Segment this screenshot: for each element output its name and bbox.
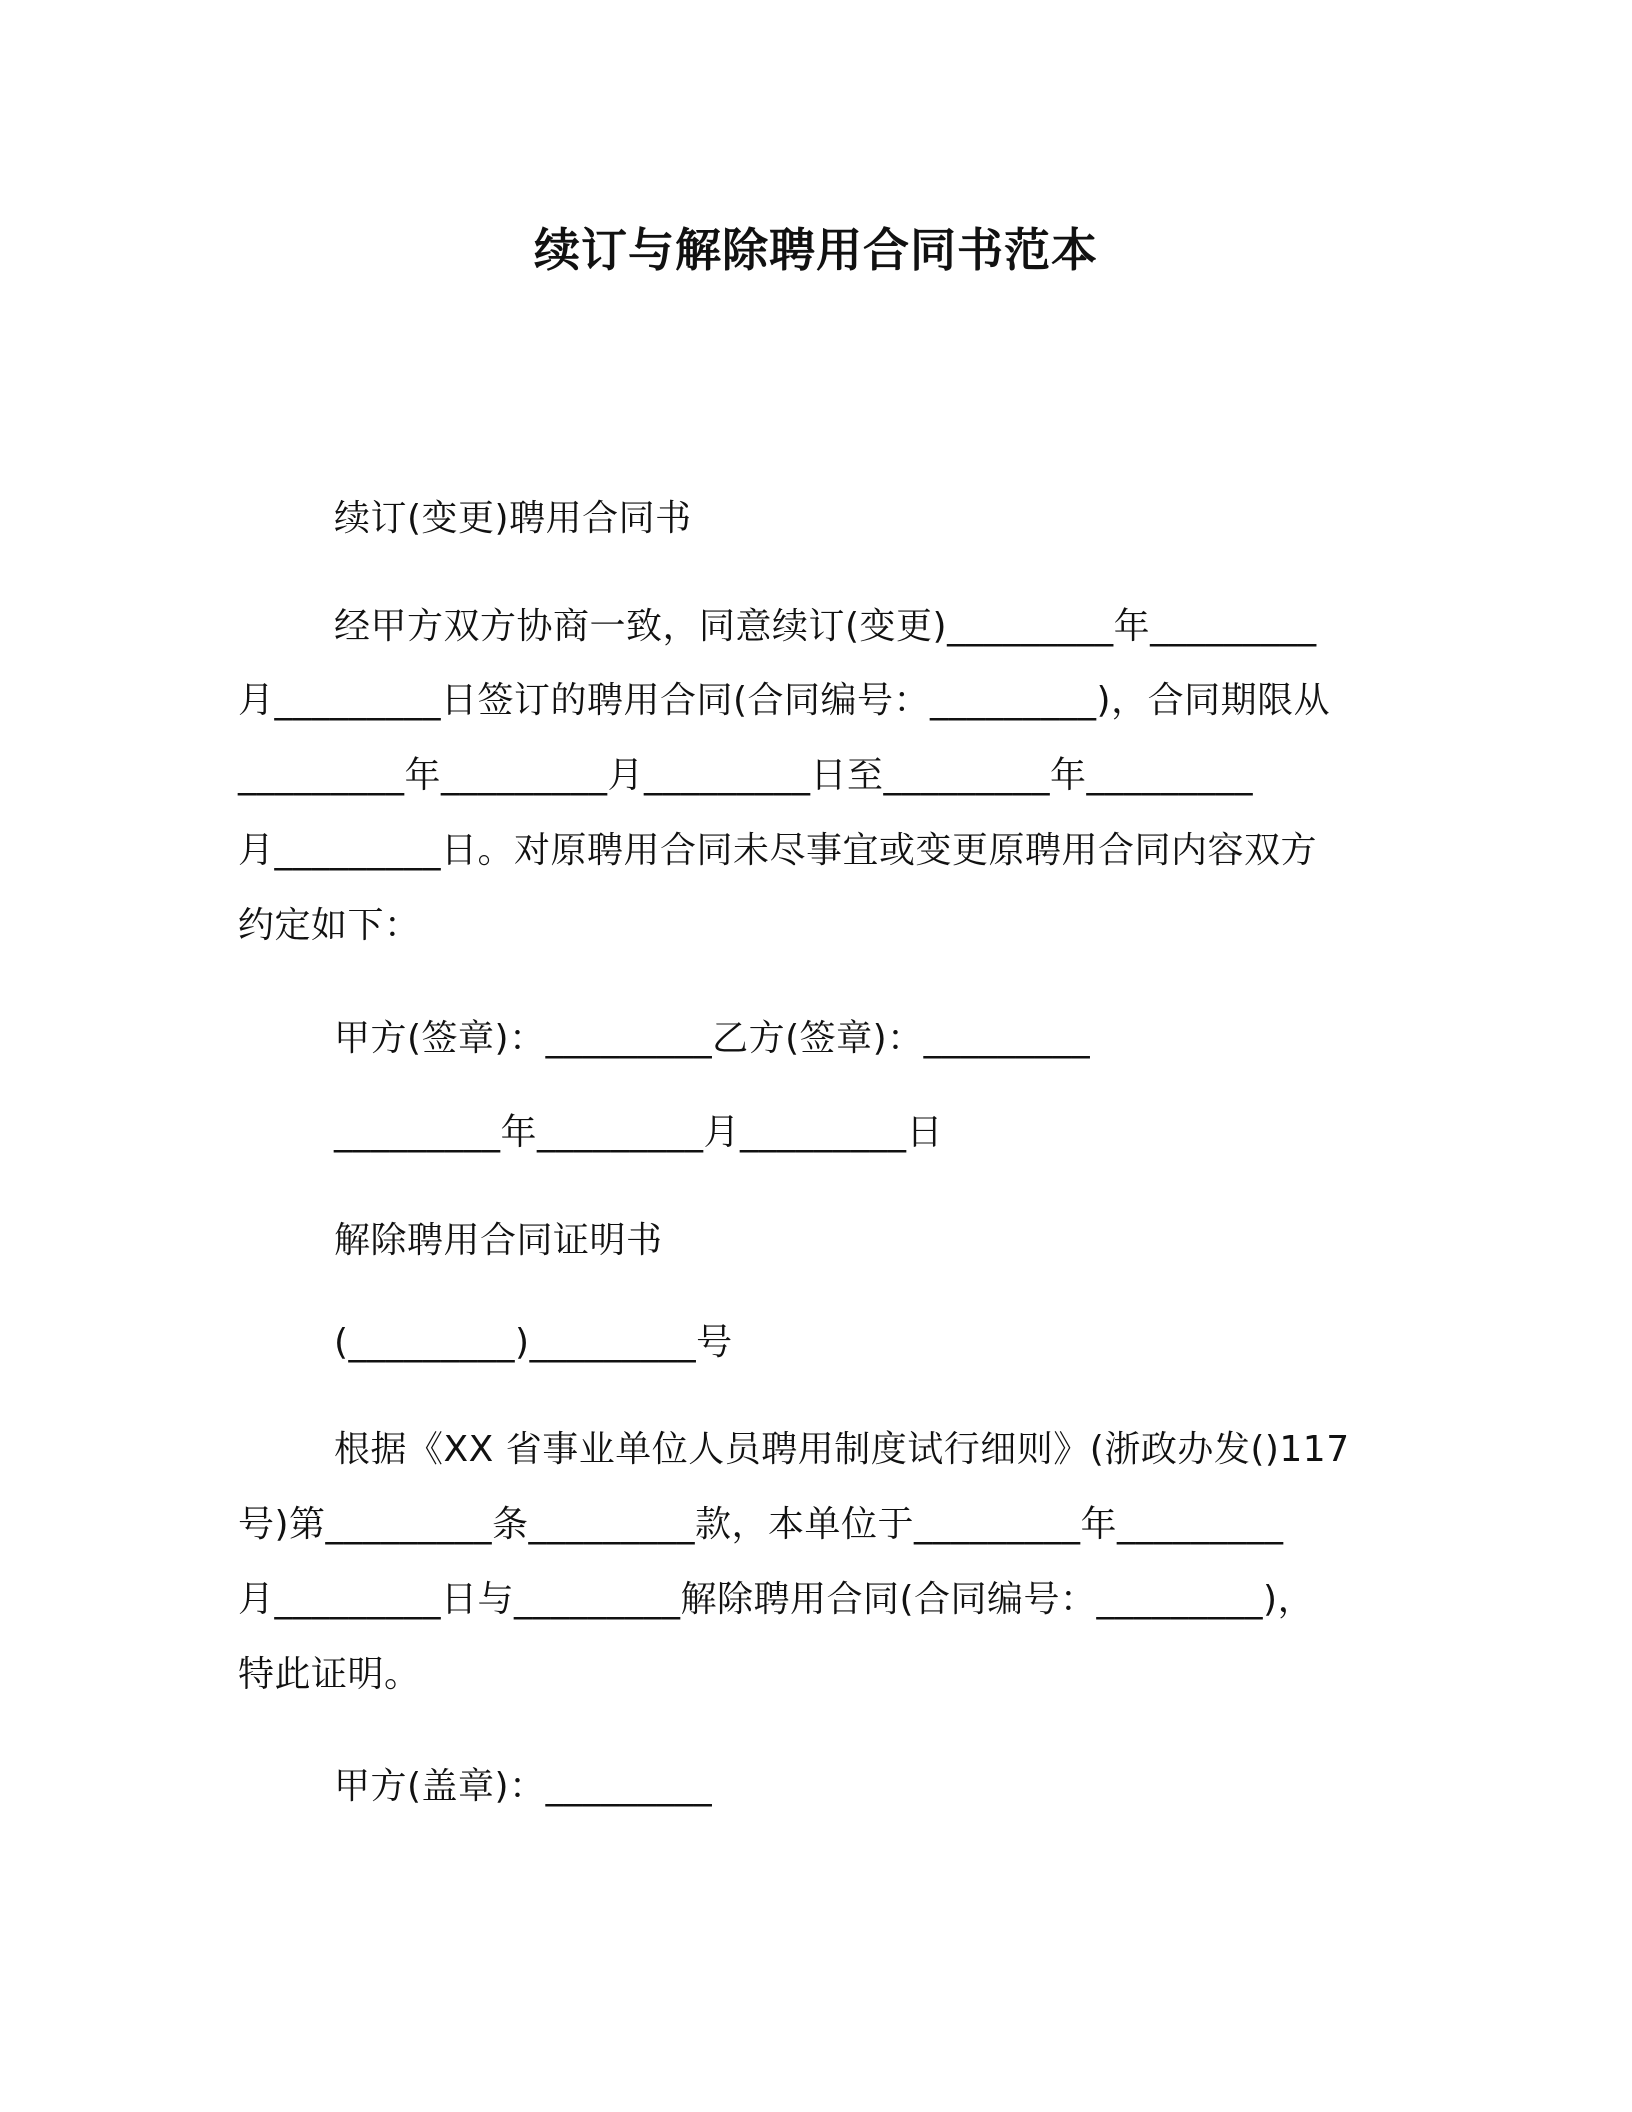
renewal-paragraph-line: 月_________日。对原聘用合同未尽事宜或变更原聘用合同内容双方 <box>238 830 1318 871</box>
renewal-paragraph-line: 经甲方双方协商一致，同意续订(变更)_________年_________ <box>334 606 1317 647</box>
renewal-paragraph-line: 约定如下： <box>238 905 421 946</box>
renewal-date-line: _________年_________月_________日 <box>334 1112 943 1153</box>
document-title: 续订与解除聘用合同书范本 <box>534 223 1098 277</box>
termination-paragraph-line: 根据《XX 省事业单位人员聘用制度试行细则》(浙政办发()117 <box>334 1429 1350 1470</box>
termination-paragraph-line: 号)第_________条_________款，本单位于_________年_________ <box>238 1504 1284 1545</box>
termination-heading: 解除聘用合同证明书 <box>334 1220 663 1261</box>
termination-signature-line: 甲方(盖章)：_________ <box>334 1766 713 1807</box>
termination-paragraph-line: 月_________日与_________解除聘用合同(合同编号：_________)， <box>238 1579 1315 1620</box>
termination-paragraph-line: 特此证明。 <box>238 1654 421 1695</box>
renewal-paragraph-line: 月_________日签订的聘用合同(合同编号：_________)，合同期限从 <box>238 680 1331 721</box>
renewal-heading: 续订(变更)聘用合同书 <box>334 498 692 539</box>
renewal-signature-line: 甲方(签章)：_________乙方(签章)：_________ <box>334 1018 1091 1059</box>
termination-number-line: (_________)_________号 <box>334 1322 733 1363</box>
renewal-paragraph-line: _________年_________月_________日至_________年_________ <box>238 755 1253 796</box>
